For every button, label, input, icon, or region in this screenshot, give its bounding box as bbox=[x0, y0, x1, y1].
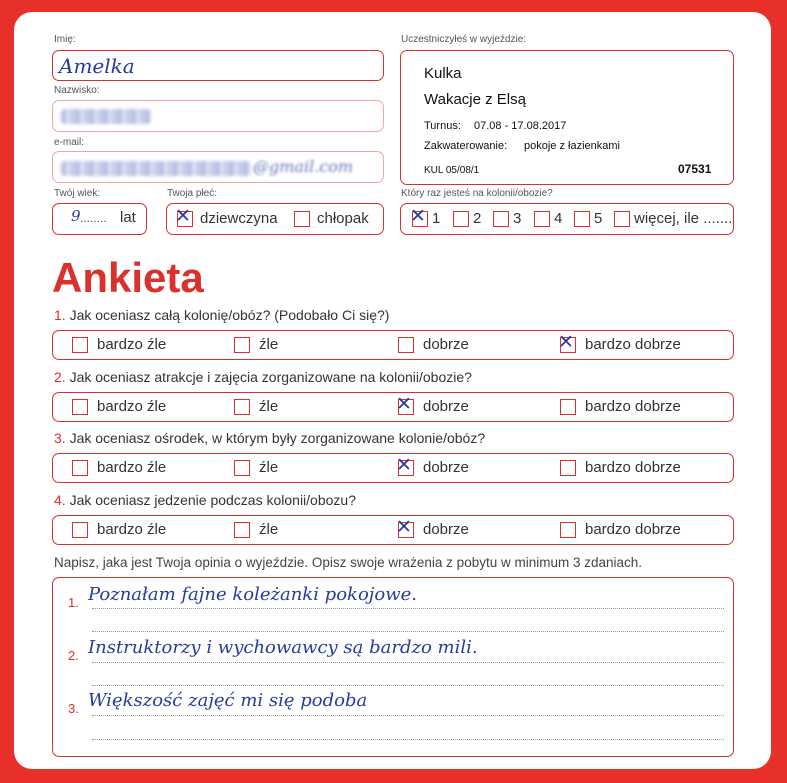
times-field bbox=[400, 203, 734, 235]
gender-field bbox=[166, 203, 384, 235]
age-dots: ........ bbox=[80, 211, 107, 225]
q1-checkbox-very-bad[interactable] bbox=[72, 337, 88, 353]
question-1-number: 1. bbox=[54, 307, 66, 323]
check-mark-icon: ✕ bbox=[396, 516, 412, 538]
camp-accommodation-value: pokoje z łazienkami bbox=[524, 140, 620, 152]
times-option-more: więcej, ile ....... bbox=[634, 210, 733, 227]
opinion-line-2-number: 2. bbox=[68, 648, 79, 663]
q3-option-very-bad: bardzo źle bbox=[97, 459, 167, 476]
q2-option-very-bad: bardzo źle bbox=[97, 398, 167, 415]
question-1-options bbox=[52, 330, 734, 360]
gender-label: Twoja płeć: bbox=[167, 188, 218, 199]
opinion-line-2b-dots bbox=[92, 685, 724, 686]
q3-option-good: dobrze bbox=[423, 459, 469, 476]
q3-checkbox-bad[interactable] bbox=[234, 460, 250, 476]
question-3-options bbox=[52, 453, 734, 483]
times-checkbox-4[interactable] bbox=[534, 211, 550, 227]
email-field[interactable] bbox=[52, 151, 384, 183]
q2-checkbox-good[interactable] bbox=[396, 393, 414, 415]
name-field[interactable] bbox=[52, 50, 384, 81]
q4-option-good: dobrze bbox=[423, 521, 469, 538]
check-mark-icon: ✕ bbox=[396, 454, 412, 476]
times-label: Który raz jesteś na kolonii/obozie? bbox=[401, 188, 553, 199]
times-checkbox-1[interactable] bbox=[410, 205, 428, 227]
opinion-line-3b-dots bbox=[92, 739, 724, 740]
email-domain: @gmail.com bbox=[253, 157, 354, 176]
question-2 bbox=[54, 369, 472, 385]
q2-option-good: dobrze bbox=[423, 398, 469, 415]
check-mark-icon: ✕ bbox=[396, 393, 412, 415]
q1-option-bad: źle bbox=[259, 336, 279, 353]
opinion-line-1b-dots bbox=[92, 631, 724, 632]
q4-checkbox-bad[interactable] bbox=[234, 522, 250, 538]
email-label: e-mail: bbox=[54, 137, 85, 148]
check-mark-icon: ✕ bbox=[410, 205, 426, 227]
q3-checkbox-very-bad[interactable] bbox=[72, 460, 88, 476]
q4-option-very-good: bardzo dobrze bbox=[585, 521, 681, 538]
age-value: 9 bbox=[71, 207, 81, 225]
times-checkbox-2[interactable] bbox=[453, 211, 469, 227]
question-4 bbox=[54, 492, 356, 508]
age-field[interactable] bbox=[52, 203, 147, 235]
camp-company: Kulka bbox=[424, 65, 462, 82]
opinion-line-1-text: Poznałam fajne koleżanki pokojowe. bbox=[88, 584, 417, 605]
gender-checkbox-girl[interactable] bbox=[175, 205, 193, 227]
q1-checkbox-bad[interactable] bbox=[234, 337, 250, 353]
survey-sheet bbox=[14, 12, 771, 769]
question-3-text: Jak oceniasz ośrodek, w którym były zorganizowane kolonie/obóz? bbox=[69, 430, 486, 446]
opinion-line-2-text: Instruktorzy i wychowawcy są bardzo mili. bbox=[88, 637, 478, 658]
question-2-options bbox=[52, 392, 734, 422]
times-checkbox-5[interactable] bbox=[574, 211, 590, 227]
q3-option-bad: źle bbox=[259, 459, 279, 476]
question-2-text: Jak oceniasz atrakcje i zajęcia zorganizowane na kolonii/obozie? bbox=[69, 369, 472, 385]
q4-checkbox-very-good[interactable] bbox=[560, 522, 576, 538]
question-2-number: 2. bbox=[54, 369, 66, 385]
camp-accommodation-label: Zakwaterowanie: bbox=[424, 140, 508, 152]
opinion-prompt: Napisz, jaka jest Twoja opinia o wyjeździe. Opisz swoje wrażenia z pobytu w minimum 3 zdaniach. bbox=[54, 555, 643, 570]
check-mark-icon: ✕ bbox=[558, 331, 574, 353]
camp-number: 07531 bbox=[678, 162, 712, 176]
q4-option-very-bad: bardzo źle bbox=[97, 521, 167, 538]
q2-option-very-good: bardzo dobrze bbox=[585, 398, 681, 415]
times-option-3: 3 bbox=[513, 210, 522, 227]
q4-option-bad: źle bbox=[259, 521, 279, 538]
question-4-options bbox=[52, 515, 734, 545]
times-checkbox-more[interactable] bbox=[614, 211, 630, 227]
survey-title: Ankieta bbox=[52, 254, 204, 301]
gender-checkbox-boy[interactable] bbox=[294, 211, 310, 227]
camp-turnus-label: Turnus: bbox=[424, 120, 461, 132]
question-1-text: Jak oceniasz całą kolonię/obóz? (Podobało Ci się?) bbox=[69, 307, 390, 323]
opinion-line-1-dots bbox=[92, 608, 724, 609]
q1-checkbox-good[interactable] bbox=[398, 337, 414, 353]
question-4-text: Jak oceniasz jedzenie podczas kolonii/obozu? bbox=[69, 492, 356, 508]
times-checkbox-3[interactable] bbox=[493, 211, 509, 227]
q2-checkbox-very-good[interactable] bbox=[560, 399, 576, 415]
q3-checkbox-very-good[interactable] bbox=[560, 460, 576, 476]
camp-turnus-value: 07.08 - 17.08.2017 bbox=[474, 120, 567, 132]
age-label: Twój wiek: bbox=[54, 188, 101, 199]
q1-checkbox-very-good[interactable] bbox=[558, 331, 576, 353]
q4-checkbox-very-bad[interactable] bbox=[72, 522, 88, 538]
gender-option-boy: chłopak bbox=[317, 210, 369, 227]
camp-code: KUL 05/08/1 bbox=[424, 165, 480, 176]
question-3-number: 3. bbox=[54, 430, 66, 446]
q1-option-very-bad: bardzo źle bbox=[97, 336, 167, 353]
name-label: Imię: bbox=[54, 34, 76, 45]
gender-option-girl: dziewczyna bbox=[200, 210, 278, 227]
opinion-line-2-dots bbox=[92, 662, 724, 663]
q1-option-good: dobrze bbox=[423, 336, 469, 353]
surname-field[interactable] bbox=[52, 100, 384, 132]
opinion-line-3-text: Większość zajęć mi się podoba bbox=[88, 690, 368, 711]
question-1 bbox=[54, 307, 389, 323]
q3-checkbox-good[interactable] bbox=[396, 454, 414, 476]
q2-checkbox-very-bad[interactable] bbox=[72, 399, 88, 415]
q2-option-bad: źle bbox=[259, 398, 279, 415]
check-mark-icon: ✕ bbox=[175, 205, 191, 227]
camp-label: Uczestniczyłeś w wyjeździe: bbox=[401, 34, 527, 45]
opinion-line-1-number: 1. bbox=[68, 595, 79, 610]
email-blurred-value bbox=[61, 161, 251, 176]
q1-option-very-good: bardzo dobrze bbox=[585, 336, 681, 353]
q3-option-very-good: bardzo dobrze bbox=[585, 459, 681, 476]
times-option-4: 4 bbox=[554, 210, 563, 227]
name-value: Amelka bbox=[59, 54, 135, 78]
question-4-number: 4. bbox=[54, 492, 66, 508]
q4-checkbox-good[interactable] bbox=[396, 516, 414, 538]
camp-info-box bbox=[400, 50, 734, 185]
times-option-2: 2 bbox=[473, 210, 482, 227]
q2-checkbox-bad[interactable] bbox=[234, 399, 250, 415]
age-unit: lat bbox=[120, 209, 136, 226]
times-option-5: 5 bbox=[594, 210, 603, 227]
question-3 bbox=[54, 430, 485, 446]
opinion-line-3-number: 3. bbox=[68, 701, 79, 716]
surname-blurred-value bbox=[61, 109, 151, 124]
times-option-1: 1 bbox=[432, 210, 441, 227]
camp-title: Wakacje z Elsą bbox=[424, 91, 526, 108]
surname-label: Nazwisko: bbox=[54, 85, 100, 96]
opinion-line-3-dots bbox=[92, 715, 724, 716]
